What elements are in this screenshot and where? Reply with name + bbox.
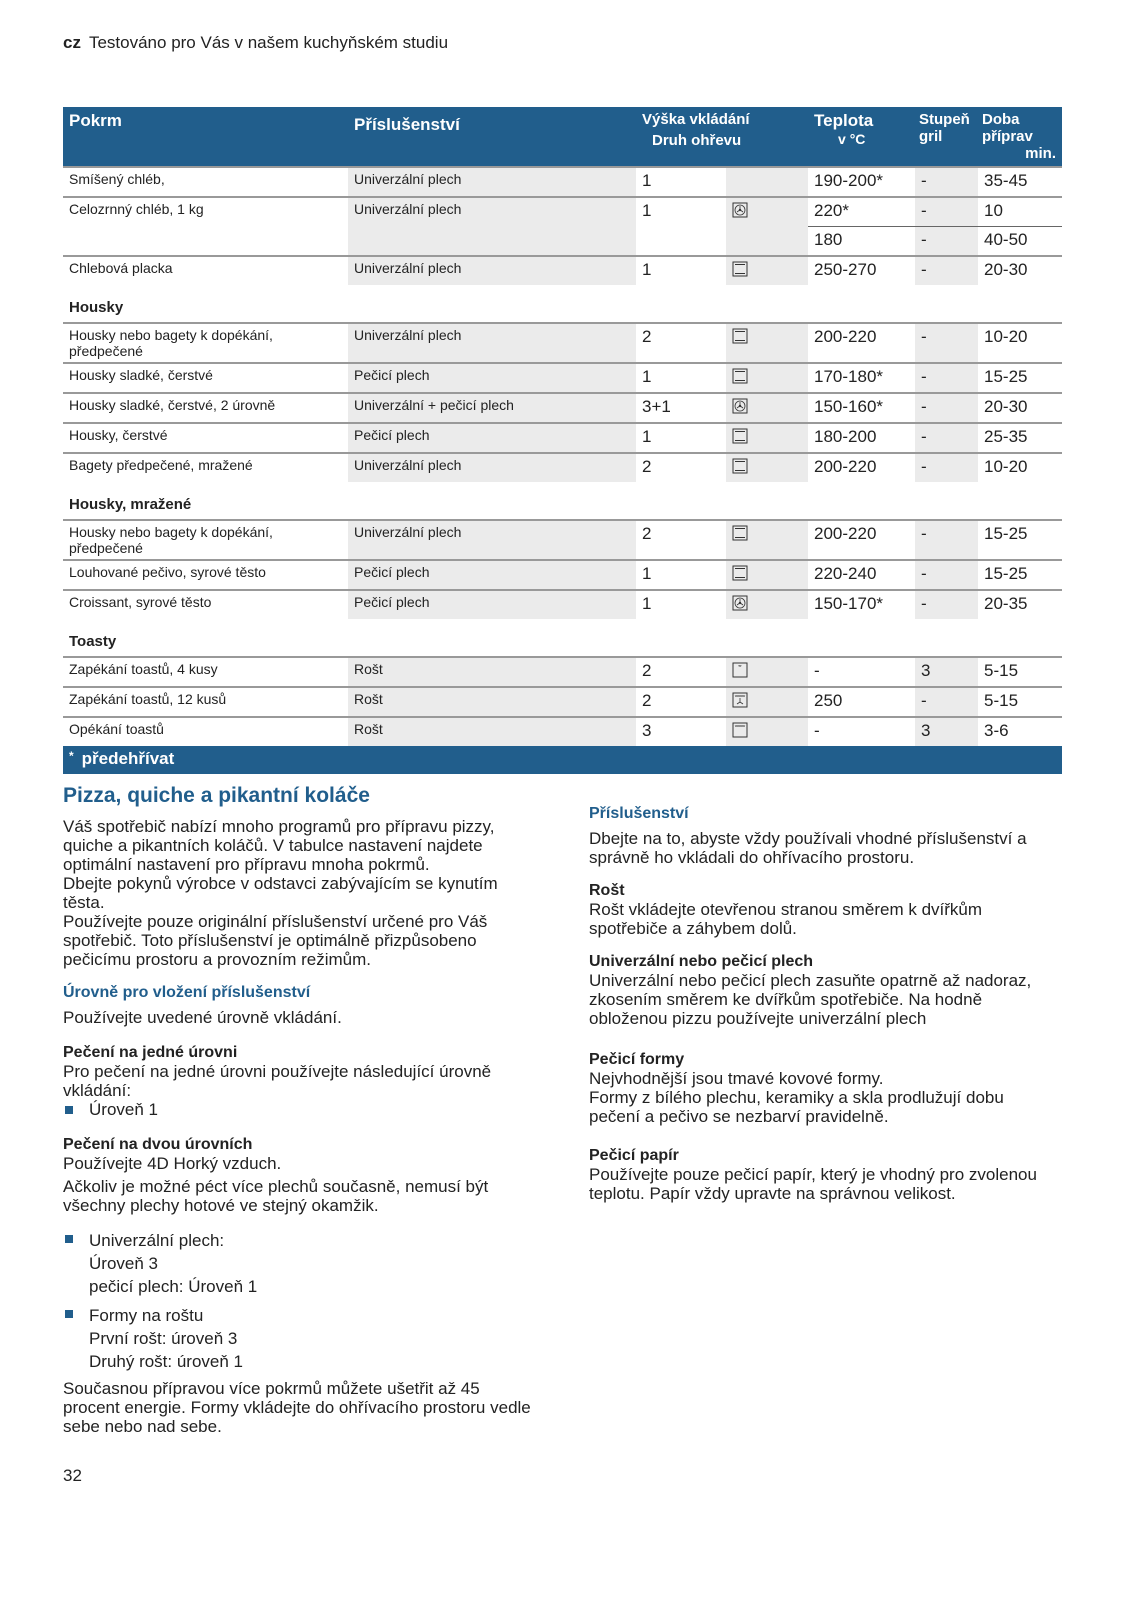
body-text: Ačkoliv je možné péct více plechů současně, nemusí být všechny plechy hotové ve stejný okamžik. [63, 1177, 489, 1215]
grill-cell: 3 [915, 717, 978, 746]
table-row [63, 167, 1062, 197]
subheading: Rošt [589, 882, 625, 899]
mode-cell [726, 227, 808, 257]
hot-air-icon [732, 202, 748, 218]
table-row [63, 520, 1062, 560]
grill-fan-icon [732, 692, 748, 708]
time-cell: 15-25 [978, 560, 1062, 590]
col-grill: Stupeň gril [915, 107, 978, 167]
section-title: Pizza, quiche a pikantní koláče [63, 784, 370, 807]
top-bottom-heat-icon [732, 428, 748, 444]
grill-cell: 3 [915, 657, 978, 687]
temp-cell: 170-180* [808, 363, 915, 393]
dish-cell: Croissant, syrové těsto [63, 590, 348, 619]
top-bottom-heat-icon [732, 565, 748, 581]
mode-cell [726, 717, 808, 746]
list-item: Univerzální plech: Úroveň 3 pečicí plech: Úroveň 1 [63, 1229, 533, 1298]
body-text: Pro pečení na jedné úrovni používejte následující úrovně vkládání: [63, 1062, 492, 1100]
mode-cell [726, 393, 808, 423]
dish-cell [63, 227, 348, 257]
table-row [63, 687, 1062, 717]
time-cell: 5-15 [978, 657, 1062, 687]
top-bottom-heat-icon [732, 368, 748, 384]
section-heading: Housky, mražené [69, 496, 192, 513]
subheading: Pečení na dvou úrovních [63, 1136, 253, 1153]
mode-cell [726, 590, 808, 619]
body-text: Současnou přípravou více pokrmů můžete ušetřit až 45 procent energie. Formy vkládejte do ohřívacího prostoru vedle sebe nebo nad sebe. [63, 1379, 531, 1436]
level-cell: 2 [636, 453, 726, 482]
footnote-text: předehřívat [81, 749, 175, 768]
time-cell: 15-25 [978, 520, 1062, 560]
mode-cell [726, 520, 808, 560]
intro-text: Používejte pouze originální příslušenství určené pro Váš spotřebič. Toto příslušenství je optimálně přizpůsobeno pečicímu prostoru a provozním režimům. [63, 912, 488, 969]
table-row [63, 256, 1062, 285]
time-cell: 20-30 [978, 256, 1062, 285]
temp-cell: - [808, 717, 915, 746]
temp-cell: 150-160* [808, 393, 915, 423]
accessory-cell: Rošt [348, 717, 636, 746]
body-text: Používejte 4D Horký vzduch. [63, 1154, 282, 1173]
body-text: Formy z bílého plechu, keramiky a skla prodlužují dobu pečení a pečivo se nezbarví pravidelně. [589, 1088, 1004, 1126]
level-cell: 2 [636, 520, 726, 560]
dish-cell: Opékání toastů [63, 717, 348, 746]
large-grill-icon [732, 722, 748, 738]
dish-cell: Louhované pečivo, syrové těsto [63, 560, 348, 590]
col-temp: Teplota v °C [808, 107, 915, 167]
col-accessory: Příslušenství [348, 107, 636, 167]
time-cell: 40-50 [978, 227, 1062, 257]
level-cell: 3 [636, 717, 726, 746]
time-cell: 35-45 [978, 167, 1062, 197]
temp-cell: 220* [808, 197, 915, 227]
temp-cell: 200-220 [808, 323, 915, 363]
small-grill-icon [732, 662, 748, 678]
accessory-cell: Univerzální plech [348, 453, 636, 482]
table-row [63, 227, 1062, 257]
col-time: Doba příprav min. [978, 107, 1062, 167]
temp-cell: 180-200 [808, 423, 915, 453]
time-cell: 10-20 [978, 323, 1062, 363]
list-item: Úroveň 1 [63, 1100, 533, 1119]
mode-cell [726, 363, 808, 393]
body-text: Používejte pouze pečicí papír, který je vhodný pro zvolenou teplotu. Papír vždy upravte na správnou velikost. [589, 1165, 1037, 1203]
col-dish: Pokrm [63, 107, 348, 167]
level-cell: 2 [636, 657, 726, 687]
right-column [589, 786, 1049, 1436]
time-cell: 20-30 [978, 393, 1062, 423]
time-cell: 5-15 [978, 687, 1062, 717]
temp-cell: 200-220 [808, 520, 915, 560]
table-row [63, 323, 1062, 363]
level-cell: 2 [636, 687, 726, 717]
level-cell: 1 [636, 423, 726, 453]
accessory-cell: Univerzální plech [348, 167, 636, 197]
table-row [63, 423, 1062, 453]
level-cell: 3+1 [636, 393, 726, 423]
subheading: Pečicí papír [589, 1147, 679, 1164]
body-text: Univerzální nebo pečicí plech zasuňte opatrně až nadoraz, zkosením směrem ke dvířkům spotřebiče. Na hodně obloženou pizzu používejte univerzální plech [589, 971, 1032, 1028]
accessory-cell: Pečicí plech [348, 423, 636, 453]
accessory-cell: Rošt [348, 687, 636, 717]
dish-cell: Housky nebo bagety k dopékání, předpečené [63, 323, 348, 363]
accessory-cell: Pečicí plech [348, 363, 636, 393]
level-cell: 1 [636, 363, 726, 393]
level-cell: 1 [636, 256, 726, 285]
accessory-cell: Univerzální plech [348, 197, 636, 227]
page-number: 32 [63, 1466, 82, 1485]
dish-cell: Smíšený chléb, [63, 167, 348, 197]
temp-cell: 180 [808, 227, 915, 257]
grill-cell: - [915, 167, 978, 197]
grill-cell: - [915, 687, 978, 717]
grill-cell: - [915, 453, 978, 482]
top-bottom-heat-icon [732, 261, 748, 277]
dish-cell: Housky sladké, čerstvé [63, 363, 348, 393]
grill-cell: - [915, 197, 978, 227]
level-cell: 1 [636, 197, 726, 227]
subheading: Pečicí formy [589, 1051, 685, 1068]
table-row [63, 717, 1062, 746]
language-code: cz [63, 33, 81, 52]
accessory-cell: Univerzální + pečicí plech [348, 393, 636, 423]
table-row [63, 393, 1062, 423]
body-text: Používejte uvedené úrovně vkládání. [63, 1008, 342, 1027]
body-text: Nejvhodnější jsou tmavé kovové formy. [589, 1069, 884, 1088]
grill-cell: - [915, 393, 978, 423]
time-cell: 25-35 [978, 423, 1062, 453]
dish-cell: Bagety předpečené, mražené [63, 453, 348, 482]
mode-cell [726, 657, 808, 687]
grill-cell: - [915, 227, 978, 257]
grill-cell: - [915, 560, 978, 590]
accessory-cell: Univerzální plech [348, 256, 636, 285]
accessory-cell: Univerzální plech [348, 520, 636, 560]
page-header [63, 33, 1062, 53]
mode-cell [726, 453, 808, 482]
time-cell: 10-20 [978, 453, 1062, 482]
temp-cell: 250-270 [808, 256, 915, 285]
dish-cell: Housky sladké, čerstvé, 2 úrovně [63, 393, 348, 423]
temp-cell: 220-240 [808, 560, 915, 590]
dish-cell: Zapékání toastů, 4 kusy [63, 657, 348, 687]
intro-text: Váš spotřebič nabízí mnoho programů pro přípravu pizzy, quiche a pikantních koláčů. V tabulce nastavení najdete optimální nastavení pro přípravu mnoha pokrmů. [63, 817, 495, 874]
left-column [63, 786, 533, 1436]
table-row [63, 197, 1062, 227]
dish-cell: Housky, čerstvé [63, 423, 348, 453]
time-cell: 3-6 [978, 717, 1062, 746]
temp-cell: 250 [808, 687, 915, 717]
grill-cell: - [915, 423, 978, 453]
mode-cell [726, 687, 808, 717]
table-row [63, 657, 1062, 687]
header-title: Testováno pro Vás v našem kuchyňském studiu [88, 33, 449, 52]
section-heading: Toasty [69, 633, 117, 650]
subheading: Úrovně pro vložení příslušenství [63, 984, 311, 1001]
list-item: Formy na roštu První rošt: úroveň 3 Druhý rošt: úroveň 1 [63, 1304, 533, 1373]
dish-cell: Zapékání toastů, 12 kusů [63, 687, 348, 717]
accessory-cell: Univerzální plech [348, 323, 636, 363]
accessory-cell: Pečicí plech [348, 560, 636, 590]
grill-cell: - [915, 520, 978, 560]
section-row [63, 285, 1062, 323]
subheading: Univerzální nebo pečicí plech [589, 953, 814, 970]
level-cell [636, 227, 726, 257]
mode-cell [726, 323, 808, 363]
mode-cell [726, 256, 808, 285]
table-row [63, 363, 1062, 393]
time-cell: 15-25 [978, 363, 1062, 393]
table-row [63, 453, 1062, 482]
body-text: Dbejte na to, abyste vždy používali vhodné příslušenství a správně ho vkládali do ohřívacího prostoru. [589, 829, 1027, 867]
top-bottom-heat-icon [732, 328, 748, 344]
grill-cell: - [915, 256, 978, 285]
mode-cell [726, 167, 808, 197]
time-unit-label: min. [1025, 145, 1057, 162]
subheading: Pečení na jedné úrovni [63, 1044, 238, 1061]
hot-air-icon [732, 595, 748, 611]
col-level-mode: Výška vkládání Druh ohřevu [636, 107, 808, 167]
dish-cell: Chlebová placka [63, 256, 348, 285]
subheading: Příslušenství [589, 805, 689, 822]
accessory-cell: Pečicí plech [348, 590, 636, 619]
grill-cell: - [915, 590, 978, 619]
grill-cell: - [915, 363, 978, 393]
mode-cell [726, 560, 808, 590]
level-cell: 1 [636, 590, 726, 619]
accessory-cell: Rošt [348, 657, 636, 687]
dish-cell: Celozrnný chléb, 1 kg [63, 197, 348, 227]
level-cell: 1 [636, 560, 726, 590]
section-row [63, 619, 1062, 657]
level-cell: 1 [636, 167, 726, 197]
table-row [63, 590, 1062, 619]
level-cell: 2 [636, 323, 726, 363]
mode-cell [726, 423, 808, 453]
temp-cell: 150-170* [808, 590, 915, 619]
top-bottom-heat-icon [732, 458, 748, 474]
accessory-cell [348, 227, 636, 257]
settings-table [63, 107, 1062, 774]
section-row [63, 482, 1062, 520]
body-text: Rošt vkládejte otevřenou stranou směrem k dvířkům spotřebiče a záhybem dolů. [589, 900, 983, 938]
temp-cell: 190-200* [808, 167, 915, 197]
time-cell: 20-35 [978, 590, 1062, 619]
table-row [63, 560, 1062, 590]
temp-cell: - [808, 657, 915, 687]
intro-text: Dbejte pokynů výrobce v odstavci zabývajícím se kynutím těsta. [63, 874, 498, 912]
time-cell: 10 [978, 197, 1062, 227]
grill-cell: - [915, 323, 978, 363]
table-header [63, 107, 1062, 167]
mode-cell [726, 197, 808, 227]
section-heading: Housky [69, 299, 124, 316]
dish-cell: Housky nebo bagety k dopékání, předpečené [63, 520, 348, 560]
hot-air-icon [732, 398, 748, 414]
footnote-row: * předehřívat [63, 746, 1062, 774]
temp-cell: 200-220 [808, 453, 915, 482]
content-columns [63, 786, 1062, 1436]
top-bottom-heat-icon [732, 525, 748, 541]
